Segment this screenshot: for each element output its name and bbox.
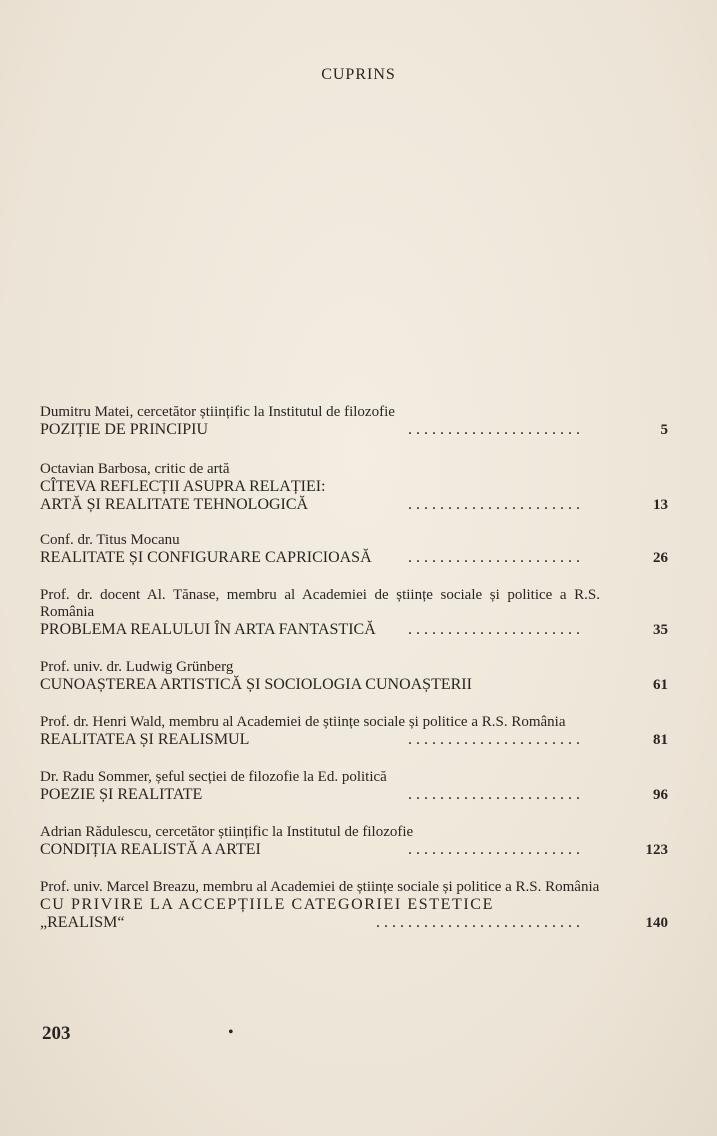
toc-page-number: 81 [653, 732, 668, 748]
toc-title-line [40, 786, 580, 804]
toc-entry [40, 714, 668, 749]
dot-leader: . . . . . . . . . . . . . . . . . . . . . . . . . . [376, 914, 580, 931]
dot-leader: . . . . . . . . . . . . . . . . . . . . . . [408, 731, 580, 748]
toc-entry [40, 824, 668, 859]
toc-title: ARTĂ ȘI REALITATE TEHNOLOGICĂ [40, 496, 309, 513]
toc-author: Dr. Radu Sommer, șeful secției de filozofie la Ed. politică [40, 769, 387, 785]
dot-leader: . . . . . . . . . . . . . . . . . . . . . . [408, 549, 580, 566]
toc-page-number: 35 [653, 622, 668, 638]
toc-title-line [40, 896, 580, 914]
toc-entry [40, 879, 668, 932]
dot-leader: . . . . . . . . . . . . . . . . . . . . . . [408, 496, 580, 513]
toc-title: CÎTEVA REFLECȚII ASUPRA RELAȚIEI: [40, 478, 326, 495]
toc-entry [40, 404, 668, 439]
toc-entry [40, 532, 668, 567]
toc-entry [40, 659, 668, 694]
toc-author: Conf. dr. Titus Mocanu [40, 532, 180, 548]
toc-title-line [40, 549, 580, 567]
folio-page-number: 203 [42, 1023, 71, 1044]
dot-leader: . . . . . . . . . . . . . . . . . . . . . . [408, 621, 580, 638]
toc-title-line [40, 621, 580, 639]
toc-page-number: 96 [653, 787, 668, 803]
toc-entry [40, 461, 668, 514]
toc-title: „REALISM“ [40, 914, 125, 931]
toc-page-number: 140 [645, 915, 668, 931]
dot-leader: . . . . . . . . . . . . . . . . . . . . . . [408, 786, 580, 803]
toc-page-number: 123 [645, 842, 668, 858]
toc-title: REALITATE ȘI CONFIGURARE CAPRICIOASĂ [40, 549, 372, 566]
footer-mark: • [228, 1024, 234, 1041]
toc-title-line [40, 676, 580, 694]
toc-title-line [40, 421, 580, 439]
toc-author: Prof. dr. docent Al. Tănase, membru al Academiei de științe sociale și politice a R.S. România [40, 587, 600, 620]
toc-title-line [40, 914, 580, 932]
toc-page-number: 5 [660, 422, 668, 438]
toc-title-line [40, 478, 580, 496]
toc-author: Adrian Rădulescu, cercetător științific la Institutul de filozofie [40, 824, 414, 840]
toc-entry [40, 769, 668, 804]
toc-author: Prof. univ. Marcel Breazu, membru al Academiei de științe sociale și politice a R.S. România [40, 879, 600, 895]
toc-author: Prof. univ. dr. Ludwig Grünberg [40, 659, 234, 675]
toc-author: Dumitru Matei, cercetător științific la Institutul de filozofie [40, 404, 395, 420]
toc-entry [40, 587, 668, 639]
toc-title: CU PRIVIRE LA ACCEPȚIILE CATEGORIEI ESTETICE [40, 896, 494, 913]
dot-leader: . . . . . . . . . . . . . . . . . . . . . . [408, 421, 580, 438]
toc-title: PROBLEMA REALULUI ÎN ARTA FANTASTICĂ [40, 621, 376, 638]
dot-leader: . . . . . . . . . . . . . . . . . . . . . . [408, 841, 580, 858]
table-of-contents [40, 404, 668, 945]
toc-title: CONDIȚIA REALISTĂ A ARTEI [40, 841, 261, 858]
toc-title-line [40, 731, 580, 749]
toc-title: POZIȚIE DE PRINCIPIU [40, 421, 208, 438]
toc-title: POEZIE ȘI REALITATE [40, 786, 203, 803]
toc-author: Prof. dr. Henri Wald, membru al Academiei de științe sociale și politice a R.S. România [40, 714, 566, 730]
toc-page-number: 13 [653, 497, 668, 513]
toc-title: CUNOAȘTEREA ARTISTICĂ ȘI SOCIOLOGIA CUNOAȘTERII [40, 676, 472, 693]
toc-title-line [40, 496, 580, 514]
toc-title-line [40, 841, 580, 859]
toc-author: Octavian Barbosa, critic de artă [40, 461, 230, 477]
page-title: CUPRINS [321, 66, 396, 83]
toc-page-number: 26 [653, 550, 668, 566]
toc-title: REALITATEA ȘI REALISMUL [40, 731, 250, 748]
toc-page-number: 61 [653, 677, 668, 693]
